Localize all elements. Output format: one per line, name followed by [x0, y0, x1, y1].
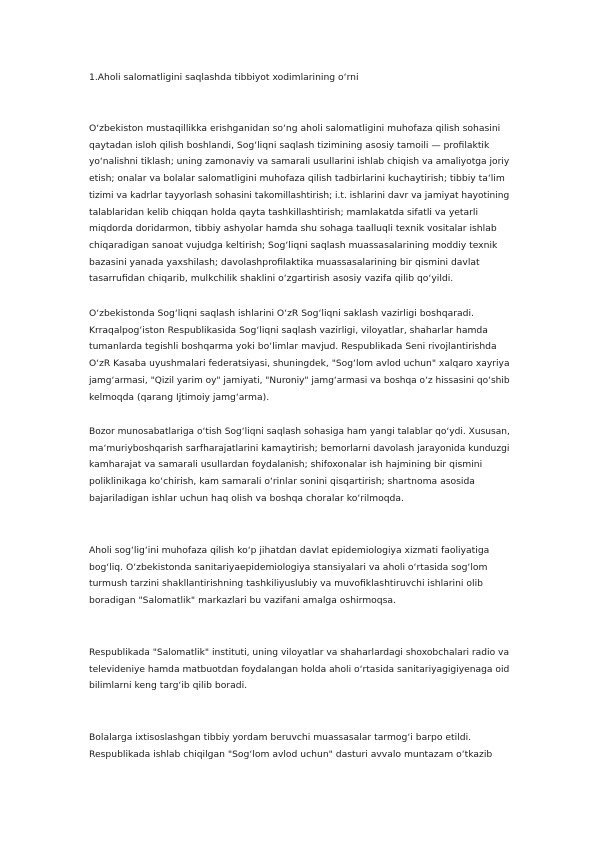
- paragraph-line: ma‘muriyboshqarish sarfharajatlarini kamaytirish; bemorlarni davolash jarayonida kunduzgi: [89, 443, 510, 454]
- paragraph-line: Bozor munosabatlariga o‘tish Sog‘liqni saqlash sohasiga ham yangi talablar qo‘ydi. Xususan,: [89, 427, 510, 437]
- paragraph-line: bazasini yanada yaxshilash; davolashprofilaktika muassasalarining bir qismini davlat: [89, 256, 480, 268]
- paragraph-line: O‘zbekiston mustaqillikka erishganidan so‘ng aholi salomatligini muhofaza qilish sohasini: [89, 123, 501, 134]
- paragraph-line: kamharajat va samarali usullardan foydalanish; shifoxonalar ish hajmining bir qismini: [89, 459, 483, 471]
- paragraph-line: qaytadan isloh qilish boshlandi, Sog‘liqni saqlash tizimining asosiy tamoili — profilaktik: [89, 139, 490, 151]
- paragraph-line: jamg‘armasi, "Qizil yarim oy" jamiyati, "Nuroniy" jamg‘armasi va boshqa o‘z hissasini qo‘shib: [89, 375, 510, 386]
- paragraph-line: televideniye hamda matbuotdan foydalangan holda aholi o‘rtasida sanitariyagigiyenaga oid: [89, 664, 510, 675]
- paragraph-line: tizimi va kadrlar tayyorlash sohasini takomillashtirish; i.t. ishlarini davr va jamiyat hayotining: [89, 190, 510, 201]
- paragraph-line: Aholi sog‘lig‘ini muhofaza qilish ko‘p jihatdan davlat epidemiologiya xizmati faoliyatiga: [89, 545, 490, 556]
- paragraph-line: yo‘nalishni tiklash; uning zamonaviy va samarali usullarini ishlab chiqish va amaliyotga joriy: [89, 157, 510, 168]
- paragraph-line: bilimlarni keng targ‘ib qilib boradi.: [89, 680, 248, 692]
- paragraph-line: tumanlarda tegishli boshqarma yoki bo‘limlar mavjud. Respublikada Seni rivojlantirishda: [89, 341, 497, 353]
- paragraph-3: [89, 424, 509, 508]
- paragraph-4: [89, 543, 509, 610]
- paragraph-line: Respublikada ishlab chiqilgan "Sog‘lom avlod uchun" dasturi avvalo muntazam o‘tkazib: [89, 748, 493, 760]
- paragraph-line: poliklinikaga ko‘chirish, kam samarali o‘rinlar sonini qisqartirish; shartnoma asosida: [89, 476, 475, 488]
- paragraph-line: turmush tarzini shakllantirishning tashkiliyuslubiy va muvofiklashtiruvchi ishlarini olib: [89, 578, 483, 590]
- paragraph-5: [89, 645, 509, 695]
- paragraph-6: [89, 730, 509, 763]
- paragraph-line: bog‘liq. O‘zbekistonda sanitariyaepidemiologiya stansiyalari va aholi o‘rtasida sog‘lom: [89, 561, 488, 573]
- paragraph-line: O‘zbekistonda Sog‘liqni saqlash ishlarini O‘zR Sog‘liqni saklash vazirligi boshqaradi.: [89, 308, 474, 319]
- paragraph-line: O‘zR Kasaba uyushmalari federatsiyasi, shuningdek, "Sog‘lom avlod uchun" xalqaro xayriya: [89, 359, 510, 370]
- paragraph-line: Bolalarga ixtisoslashgan tibbiy yordam beruvchi muassasalar tarmog‘i barpo etildi.: [89, 732, 472, 743]
- paragraph-line: bajariladigan ishlar uchun haq olish va boshqa choralar ko‘rilmoqda.: [89, 492, 404, 504]
- paragraph-line: boradigan "Salomatlik" markazlari bu vazifani amalga oshirmoqsa.: [89, 595, 396, 607]
- paragraph-line: Krraqalpog‘iston Respublikasida Sog‘liqni saqlash vazirligi, viloyatlar, shaharlar hamda: [89, 324, 488, 336]
- paragraph-2: [89, 306, 509, 406]
- document-heading: 1.Aholi salomatligini saqlashda tibbiyot xodimlarining o‘rni: [89, 72, 359, 83]
- paragraph-line: chiqaradigan sanoat vujudga keltirish; Sog‘liqni saqlash muassasalarining moddiy texnik: [89, 239, 498, 251]
- paragraph-line: Respublikada "Salomatlik" instituti, uning viloyatlar va shaharlardagi shoxobchalari radio va: [89, 648, 510, 658]
- paragraph-1: [89, 121, 509, 288]
- paragraph-line: kelmoqda (qarang Ijtimoiy jamg‘arma).: [89, 391, 270, 403]
- paragraph-line: miqdorda doridarmon, tibbiy ashyolar hamda shu sohaga taalluqli texnik vositalar ishlab: [89, 223, 497, 235]
- paragraph-line: talablaridan kelib chiqqan holda qayta tashkillashtirish; mamlakatda sifatli va yetarli: [89, 206, 479, 218]
- paragraph-line: etish; onalar va bolalar salomatligini muhofaza qilish tadbirlarini kuchaytirish; tibbiy ta‘lim: [89, 173, 505, 185]
- paragraph-line: tasarrufidan chiqarib, mulkchilik shaklini o‘zgartirish asosiy vazifa qilib qo‘yildi.: [89, 273, 454, 285]
